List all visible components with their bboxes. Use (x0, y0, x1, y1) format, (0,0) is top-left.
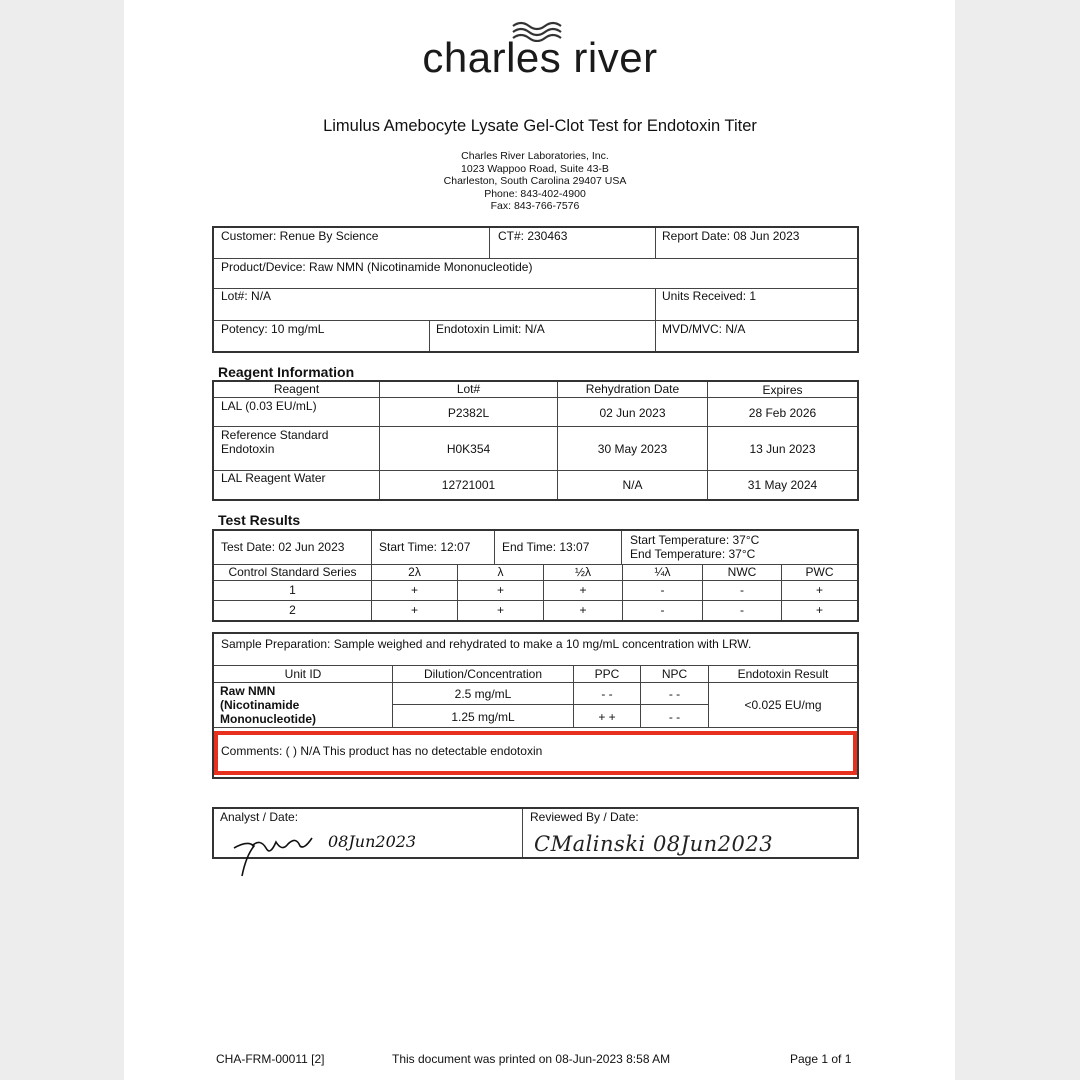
sample-header: Endotoxin Result (737, 667, 829, 681)
series-cell: + (496, 583, 504, 597)
address-city: Charleston, South Carolina 29407 USA (443, 175, 627, 188)
series-cell: - (740, 583, 744, 597)
reagent-header-lot: Lot# (456, 382, 481, 396)
reagent-row-name: Endotoxin (221, 442, 275, 456)
sample-preparation: Sample Preparation: Sample weighed and rehydrated to make a 10 mg/mL concentration with LRW. (221, 637, 752, 651)
address-company: Charles River Laboratories, Inc. (461, 150, 609, 162)
series-header: ½λ (574, 565, 591, 579)
end-time-field: End Time: 13:07 (502, 540, 590, 554)
series-header: Control Standard Series (228, 565, 357, 579)
series-cell: + (410, 603, 418, 617)
reagent-row-lot: P2382L (447, 406, 490, 420)
series-cell: - (660, 603, 665, 617)
series-header: NWC (727, 565, 757, 579)
address-phone: Phone: 843-402-4900 (484, 187, 586, 200)
series-header: λ (497, 565, 504, 579)
form-number: CHA-FRM-00011 [2] (216, 1052, 325, 1066)
brand-name: charles river (422, 34, 658, 81)
series-cell: 2 (289, 603, 296, 617)
series-cell: + (579, 583, 587, 597)
ppc-cell: + + (598, 710, 616, 724)
series-cell: 1 (289, 583, 296, 597)
analyst-signature (230, 826, 320, 880)
address-fax: Fax: 843-766-7576 (490, 200, 580, 213)
analyst-date: 08Jun2023 (328, 832, 417, 851)
series-cell: + (579, 603, 587, 617)
sample-header: Dilution/Concentration (423, 667, 543, 681)
unit-id-line: Mononucleotide) (220, 712, 316, 726)
endotoxin-limit-field: Endotoxin Limit: N/A (436, 322, 545, 336)
series-header: PWC (805, 565, 834, 579)
document-title: Limulus Amebocyte Lysate Gel-Clot Test for Endotoxin Titer (323, 117, 757, 135)
company-address (0, 150, 1070, 213)
unit-id-line: (Nicotinamide (220, 698, 300, 712)
report-date-field: Report Date: 08 Jun 2023 (662, 229, 800, 243)
start-time-field: Start Time: 12:07 (379, 540, 471, 554)
print-timestamp: This document was printed on 08-Jun-2023 8:58 AM (392, 1052, 671, 1066)
reagent-header-expires: Expires (762, 383, 803, 397)
reagent-row-expires: 13 Jun 2023 (749, 442, 816, 456)
series-header: ¼λ (654, 565, 671, 579)
test-section-heading: Test Results (218, 512, 301, 528)
sample-header: NPC (661, 667, 688, 681)
comments-field: Comments: ( ) N/A This product has no detectable endotoxin (221, 744, 543, 758)
series-cell: + (815, 583, 823, 597)
customer-field: Customer: Renue By Science (221, 229, 379, 243)
reagent-row-name: Reference Standard (221, 428, 329, 442)
dilution-cell: 2.5 mg/mL (454, 687, 512, 701)
series-cell: - (660, 583, 665, 597)
npc-cell: - - (668, 687, 681, 701)
ppc-cell: - - (601, 687, 613, 701)
series-cell: + (410, 583, 418, 597)
sample-header: Unit ID (284, 667, 322, 681)
series-cell: + (815, 603, 823, 617)
potency-field: Potency: 10 mg/mL (221, 322, 325, 336)
reagent-row-rehydration: 30 May 2023 (597, 442, 668, 456)
npc-cell: - - (668, 710, 681, 724)
reagent-header-reagent: Reagent (273, 382, 320, 396)
reagent-row-name: LAL Reagent Water (221, 471, 326, 485)
test-date-field: Test Date: 02 Jun 2023 (221, 540, 345, 554)
series-header: 2λ (408, 565, 421, 579)
reviewer-label: Reviewed By / Date: (530, 810, 639, 824)
dilution-cell: 1.25 mg/mL (451, 710, 515, 724)
series-cell: - (740, 603, 744, 617)
end-temperature-field: End Temperature: 37°C (630, 547, 756, 561)
series-cell: + (496, 603, 504, 617)
start-temperature-field: Start Temperature: 37°C (630, 533, 760, 547)
address-street: 1023 Wappoo Road, Suite 43-B (461, 162, 609, 175)
mvd-field: MVD/MVC: N/A (662, 322, 746, 336)
product-field: Product/Device: Raw NMN (Nicotinamide Mononucleotide) (221, 260, 533, 274)
reagent-row-expires: 31 May 2024 (747, 478, 818, 492)
reagent-header-rehydration: Rehydration Date (585, 382, 680, 396)
reagent-row-name: LAL (0.03 EU/mL) (221, 399, 317, 413)
units-received-field: Units Received: 1 (662, 289, 757, 303)
endotoxin-result: <0.025 EU/mg (744, 698, 822, 712)
reagent-row-rehydration: 02 Jun 2023 (599, 406, 666, 420)
analyst-label: Analyst / Date: (220, 810, 299, 824)
reagent-section-heading: Reagent Information (218, 364, 355, 380)
reagent-row-lot: 12721001 (441, 478, 496, 492)
reagent-row-expires: 28 Feb 2026 (748, 406, 817, 420)
lot-field: Lot#: N/A (221, 289, 272, 303)
reagent-row-lot: H0K354 (446, 442, 491, 456)
ct-number-field: CT#: 230463 (498, 229, 568, 243)
reagent-row-rehydration: N/A (622, 478, 643, 492)
unit-id-line: Raw NMN (220, 684, 276, 698)
reviewer-signature: CMalinski 08Jun2023 (534, 832, 774, 856)
sample-header: PPC (594, 667, 620, 681)
page-number: Page 1 of 1 (790, 1052, 852, 1066)
